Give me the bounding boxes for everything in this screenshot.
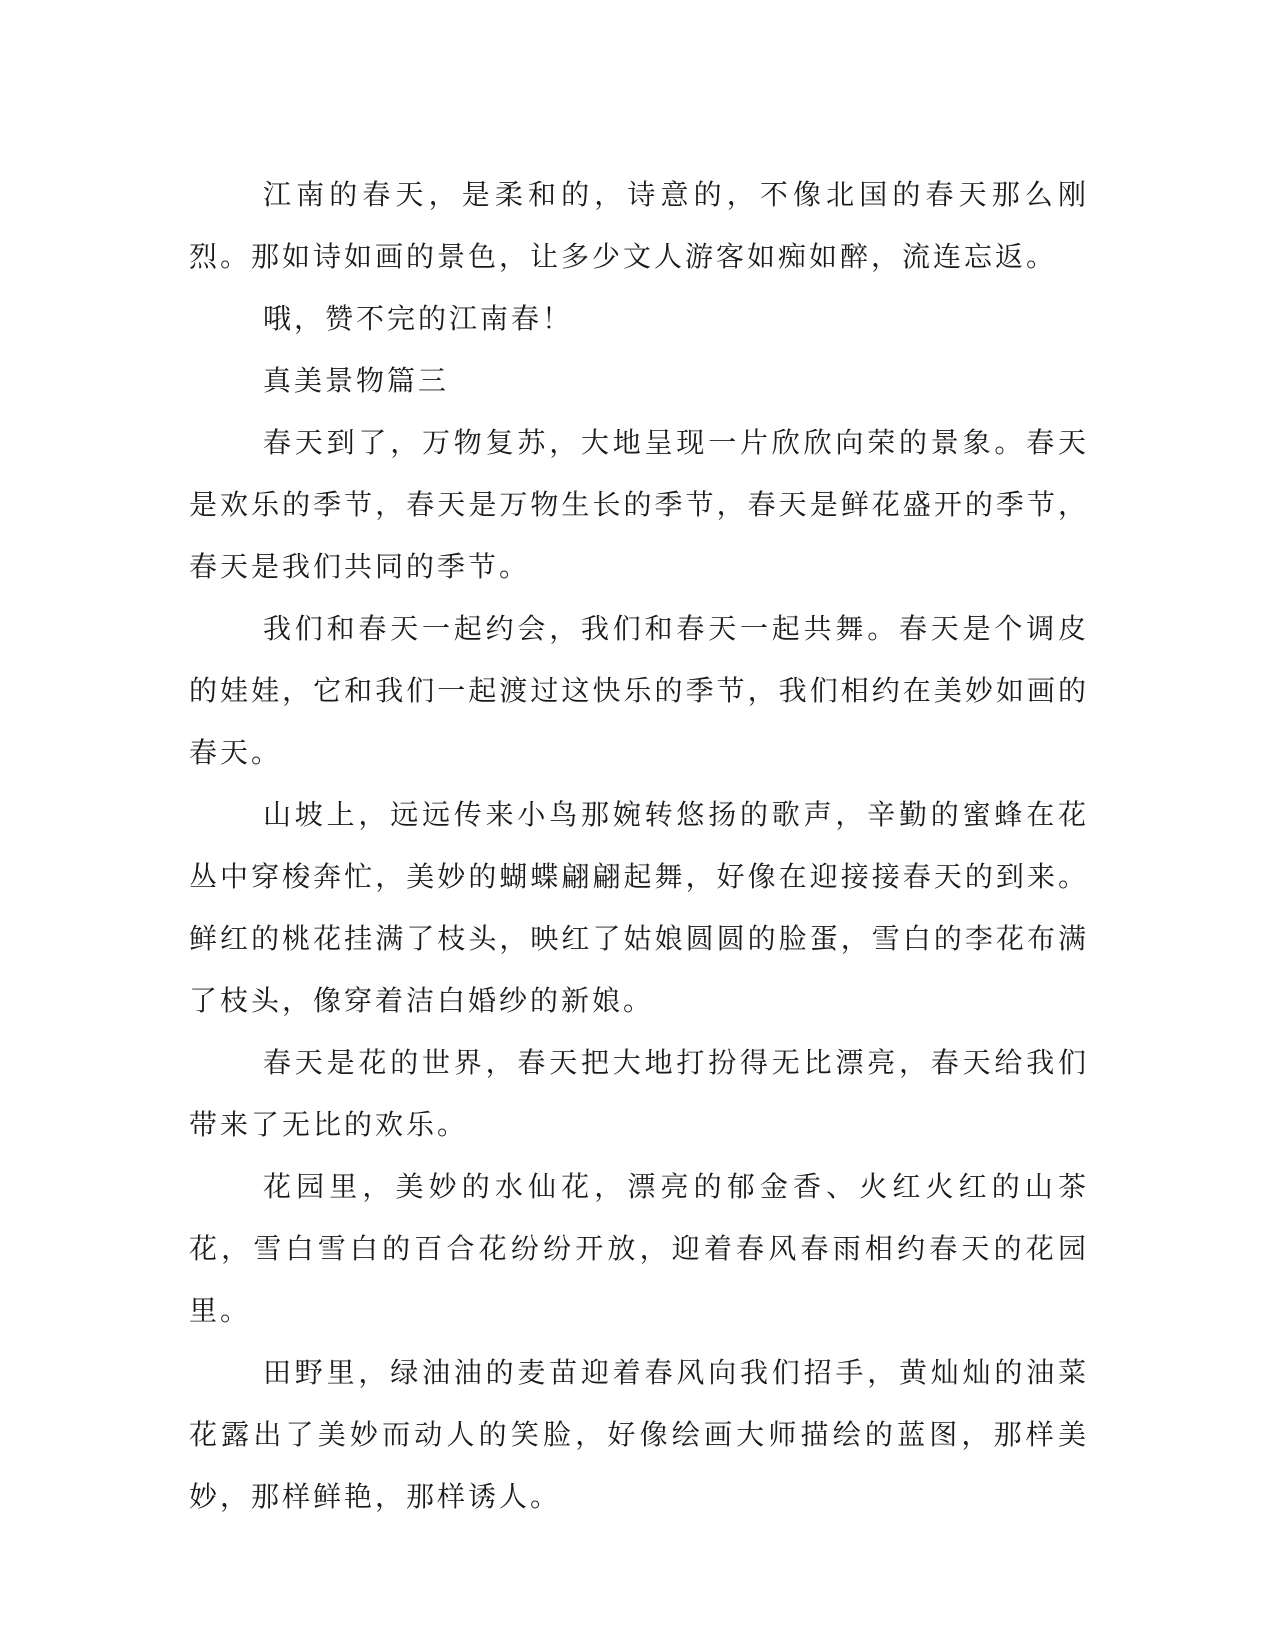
document-body	[189, 164, 1089, 1528]
paragraph-world-of-flowers: 春天是花的世界，春天把大地打扮得无比漂亮，春天给我们带来了无比的欢乐。	[189, 1046, 1089, 1141]
paragraph-jiangnan-spring: 江南的春天，是柔和的，诗意的，不像北国的春天那么刚烈。那如诗如画的景色，让多少文人游客如痴如醉，流连忘返。	[189, 178, 1089, 273]
section-heading: 真美景物篇三	[263, 364, 450, 397]
paragraph-garden: 花园里，美妙的水仙花，漂亮的郁金香、火红火红的山茶花，雪白雪白的百合花纷纷开放，迎着春风春雨相约春天的花园里。	[189, 1170, 1089, 1327]
paragraph-fields: 田野里，绿油油的麦苗迎着春风向我们招手，黄灿灿的油菜花露出了美妙而动人的笑脸，好像绘画大师描绘的蓝图，那样美妙，那样鲜艳，那样诱人。	[189, 1356, 1089, 1513]
paragraph-date-with-spring: 我们和春天一起约会，我们和春天一起共舞。春天是个调皮的娃娃，它和我们一起渡过这快乐的季节，我们相约在美妙如画的春天。	[189, 612, 1089, 769]
paragraph-praise-exclamation: 哦，赞不完的江南春！	[263, 302, 574, 335]
paragraph-hillside: 山坡上，远远传来小鸟那婉转悠扬的歌声，辛勤的蜜蜂在花丛中穿梭奔忙，美妙的蝴蝶翩翩起舞，好像在迎接接春天的到来。鲜红的桃花挂满了枝头，映红了姑娘圆圆的脸蛋，雪白的李花布满了枝头，像穿着洁白婚纱的新娘。	[189, 798, 1089, 1017]
paragraph-spring-arrives: 春天到了，万物复苏，大地呈现一片欣欣向荣的景象。春天是欢乐的季节，春天是万物生长的季节，春天是鲜花盛开的季节，春天是我们共同的季节。	[189, 426, 1089, 583]
